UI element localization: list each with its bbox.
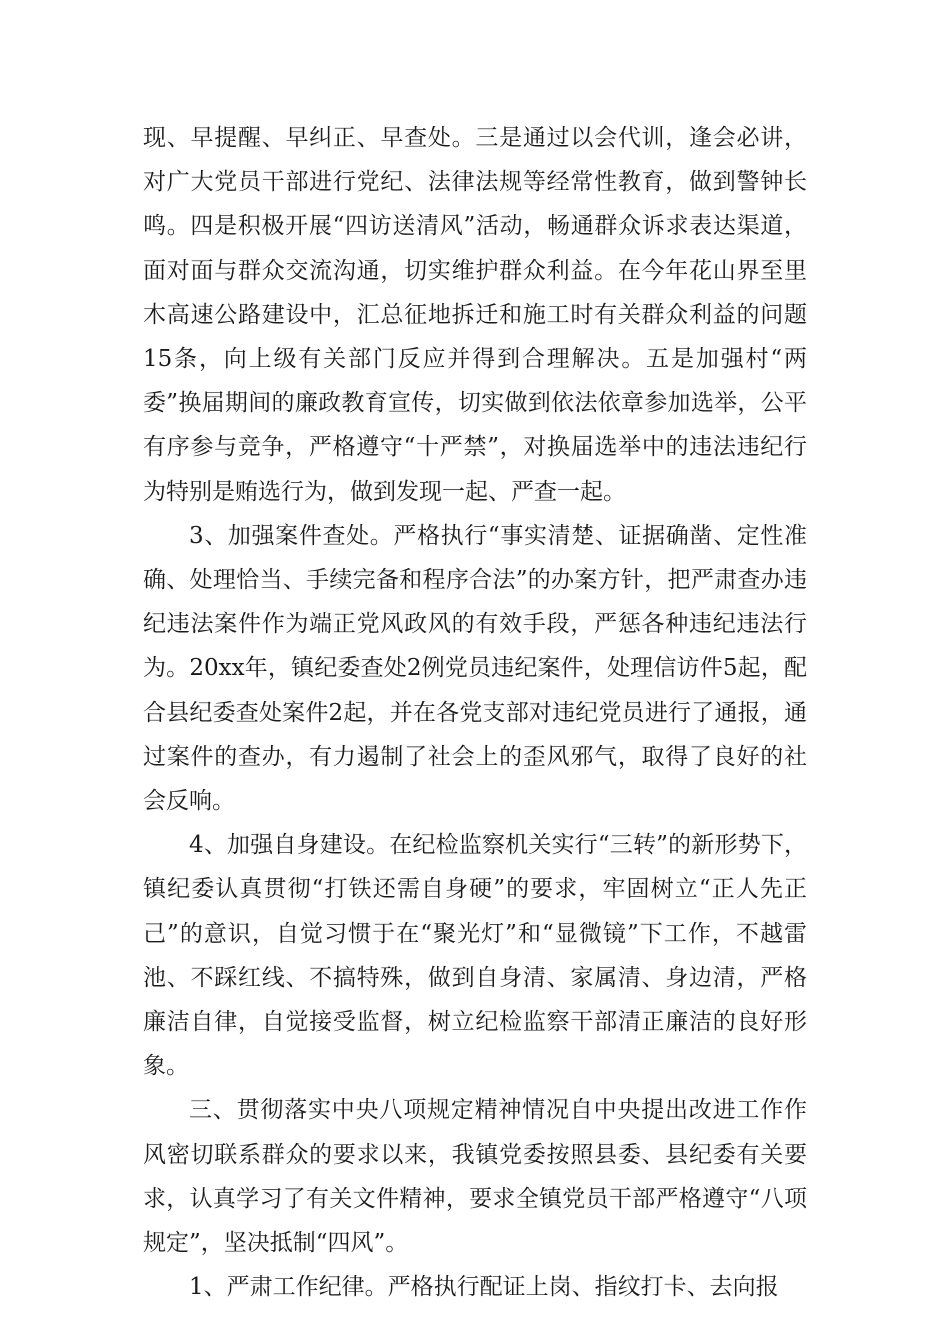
- document-body: [143, 116, 807, 1309]
- paragraph-work-discipline: 1、严肃工作纪律。严格执行配证上岗、指纹打卡、去向报: [189, 1274, 779, 1301]
- paragraph-continuation: 现、早提醒、早纠正、早查处。三是通过以会代训，逢会必讲，对广大党员干部进行党纪、法律法规等经常性教育，做到警钟长鸣。四是积极开展“四访送清风”活动，畅通群众诉求表达渠道，面对面与群众交流沟通，切实维护群众利益。在今年花山界至里木高速公路建设中，汇总征地拆迁和施工时有关群众利益的问题15条，向上级有关部门反应并得到合理解决。五是加强村“两委”换届期间的廉政教育宣传，切实做到依法依章参加选举，公平有序参与竞争，严格遵守“十严禁”，对换届选举中的违法违纪行为特别是贿选行为，做到发现一起、严查一起。: [143, 125, 807, 505]
- paragraph-self-building: 4、加强自身建设。在纪检监察机关实行“三转”的新形势下，镇纪委认真贯彻“打铁还需自身硬”的要求，牢固树立“正人先正己”的意识，自觉习惯于在“聚光灯”和“显微镜”下工作，不越雷池、不踩红线、不搞特殊，做到自身清、家属清、身边清，严格廉洁自律，自觉接受监督，树立纪检监察干部清正廉洁的良好形象。: [143, 832, 807, 1080]
- paragraph-case-handling: 3、加强案件查处。严格执行“事实清楚、证据确凿、定性准确、处理恰当、手续完备和程序合法”的办案方针，把严肃查办违纪违法案件作为端正党风政风的有效手段，严惩各种违纪违法行为。20xx年，镇纪委查处2例党员违纪案件，处理信访件5起，配合县纪委查处案件2起，并在各党支部对违纪党员进行了通报，通过案件的查办，有力遏制了社会上的歪风邪气，取得了良好的社会反响。: [143, 522, 807, 815]
- paragraph-eight-rules: 三、贯彻落实中央八项规定精神情况自中央提出改进工作作风密切联系群众的要求以来，我镇党委按照县委、县纪委有关要求，认真学习了有关文件精神，要求全镇党员干部严格遵守“八项规定”，坚决抵制“四风”。: [143, 1097, 807, 1257]
